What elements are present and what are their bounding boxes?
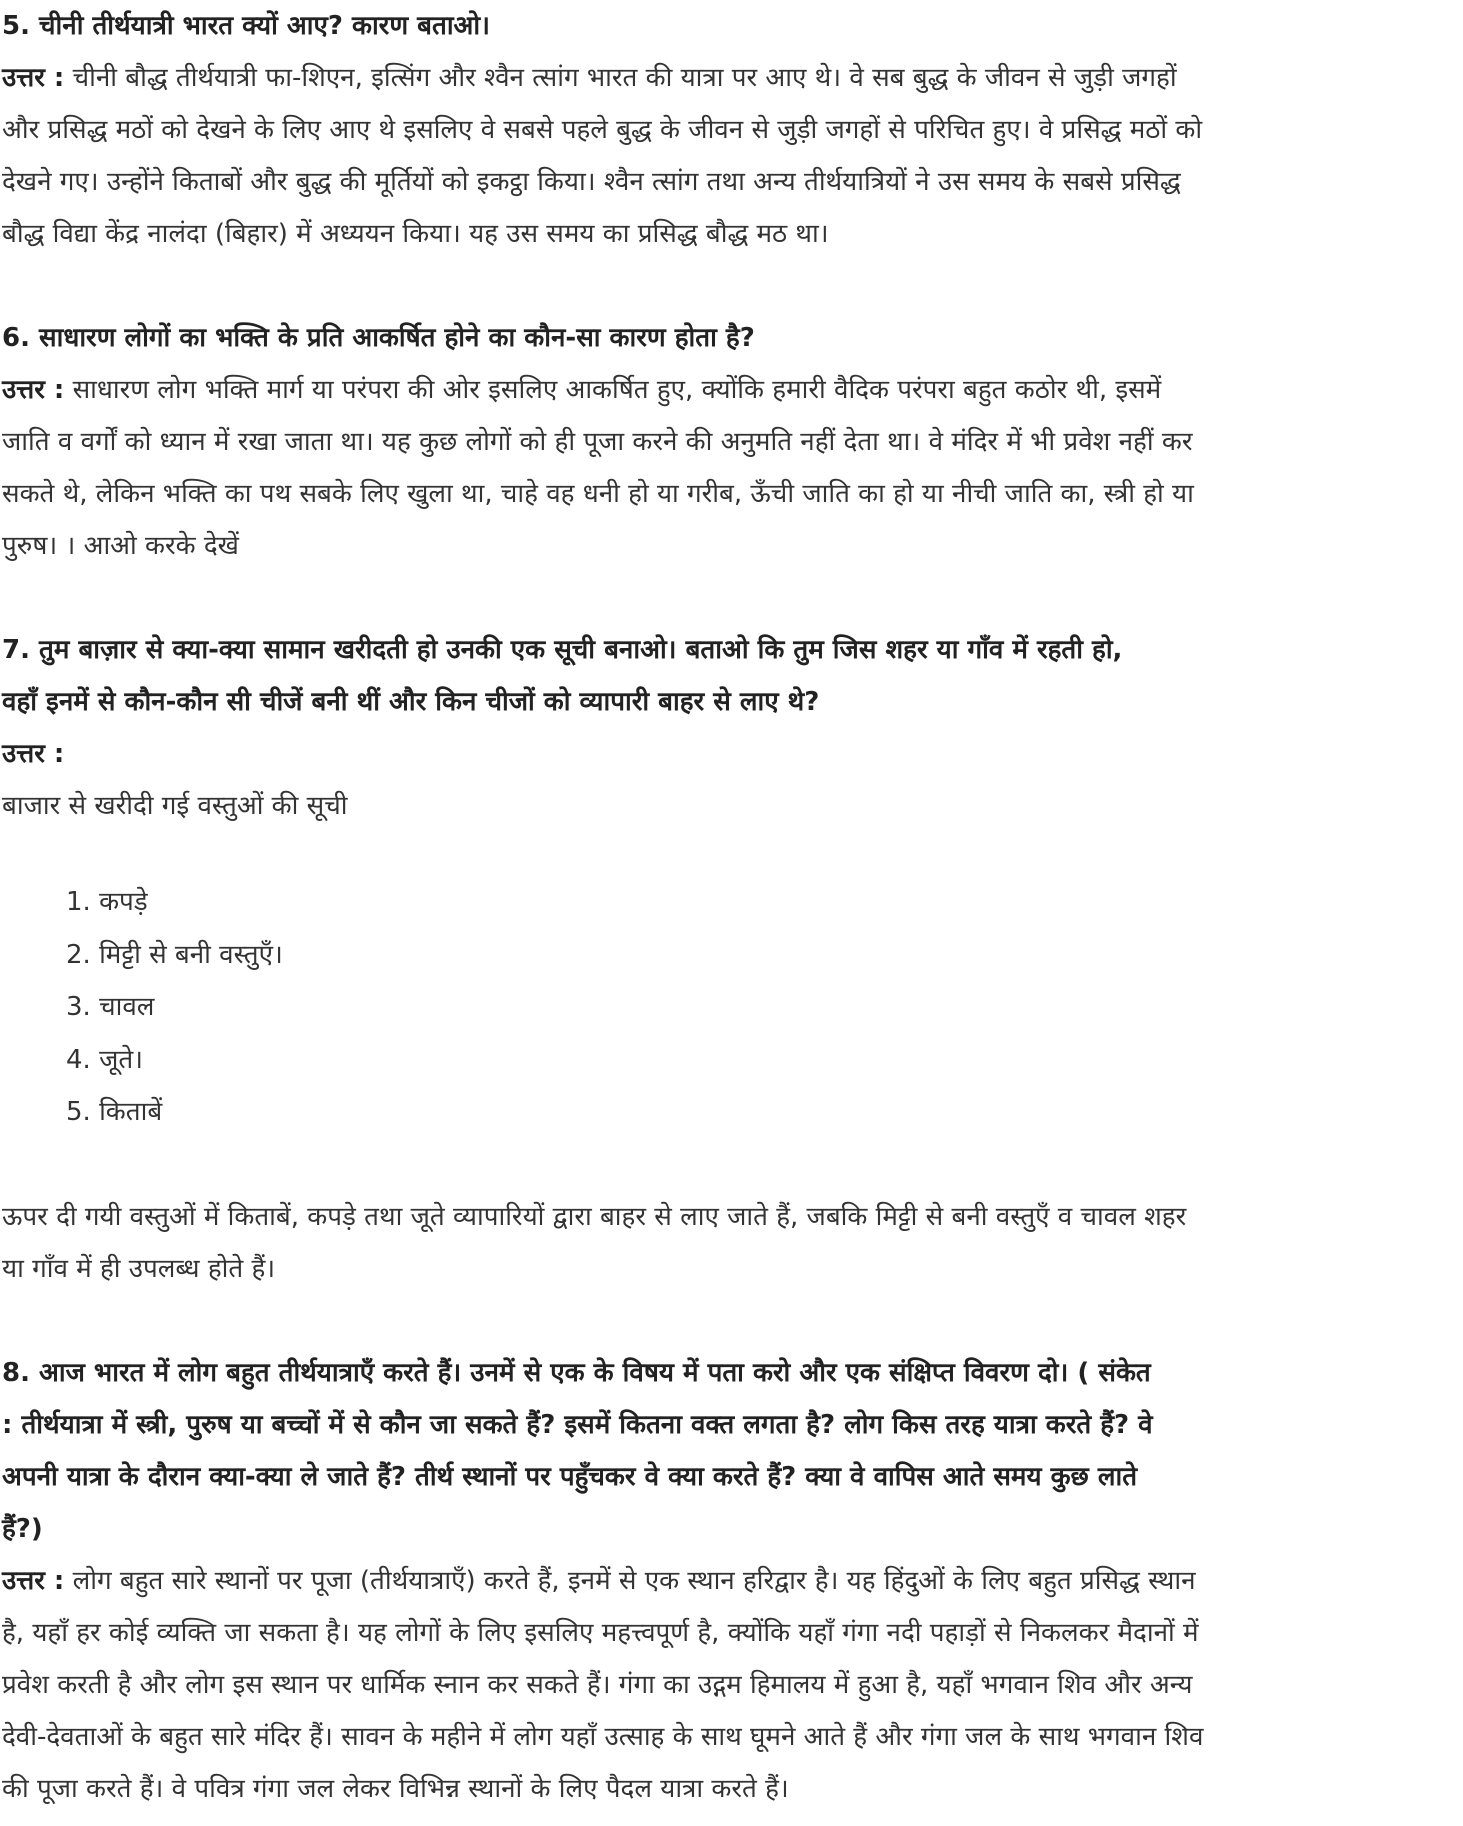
answer-line: प्रवेश करती है और लोग इस स्थान पर धार्मिक स्नान कर सकते हैं। गंगा का उद्गम हिमालय में हुआ है, यहाँ भगवान शिव और अन्य (2, 1669, 1193, 1700)
list-item: 1. कपड़े (66, 887, 148, 917)
items-list (2, 876, 1463, 1139)
answer-label: उत्तर : (2, 63, 65, 93)
answer-line (2, 1555, 1463, 1607)
question-7-block (2, 624, 1463, 1295)
list-item: 4. जूते। (66, 1044, 144, 1075)
answer-line: सकते थे, लेकिन भक्ति का पथ सबके लिए खुला था, चाहे वह धनी हो या गरीब, ऊँची जाति का हो या नीची जाति का, स्त्री हो या (2, 479, 1194, 509)
question-heading: 6. साधारण लोगों का भक्ति के प्रति आकर्षित होने का कौन-सा कारण होता है? (2, 323, 755, 353)
question-heading: अपनी यात्रा के दौरान क्या-क्या ले जाते हैं? तीर्थ स्थानों पर पहुँचकर वे क्या करते हैं? क्या वे वापिस आते समय कुछ लाते (2, 1461, 1138, 1492)
answer-text: लोग बहुत सारे स्थानों पर पूजा (तीर्थयात्राएँ) करते हैं, इनमें से एक स्थान हरिद्वार है। यह हिंदुओं के लिए बहुत प्रसिद्ध स्थान (64, 1565, 1196, 1596)
list-item: 2. मिट्टी से बनी वस्तुएँ। (66, 939, 283, 970)
list-item: 3. चावल (66, 992, 155, 1022)
question-heading: : तीर्थयात्रा में स्त्री, पुरुष या बच्चों में से कौन जा सकते हैं? इसमें कितना वक्त लगता है? लोग किस तरह यात्रा करते हैं? वे (2, 1409, 1153, 1440)
answer-line: और प्रसिद्ध मठों को देखने के लिए आए थे इसलिए वे सबसे पहले बुद्ध के जीवन से जुड़ी जगहों से परिचित हुए। वे प्रसिद्ध मठों को (2, 115, 1203, 145)
answer-label: उत्तर : (2, 739, 65, 769)
answer-text: साधारण लोग भक्ति मार्ग या परंपरा की ओर इसलिए आकर्षित हुए, क्योंकि हमारी वैदिक परंपरा बहुत कठोर थी, इसमें (64, 375, 1162, 405)
question-heading: हैं?) (2, 1513, 43, 1544)
conclusion-line: या गाँव में ही उपलब्ध होते हैं। (2, 1253, 276, 1284)
answer-line (2, 52, 1463, 104)
list-title: बाजार से खरीदी गई वस्तुओं की सूची (2, 791, 348, 821)
question-heading: 5. चीनी तीर्थयात्री भारत क्यों आए? कारण बताओ। (2, 11, 491, 41)
answer-text: चीनी बौद्ध तीर्थयात्री फा-शिएन, इत्सिंग और श्वैन त्सांग भारत की यात्रा पर आए थे। वे सब बुद्ध के जीवन से जुड़ी जगहों (64, 63, 1177, 93)
list-item: 5. किताबें (66, 1097, 163, 1127)
question-6-block (2, 312, 1463, 572)
question-8-block (2, 1347, 1463, 1815)
question-heading: वहाँ इनमें से कौन-कौन सी चीजें बनी थीं और किन चीजों को व्यापारी बाहर से लाए थे? (2, 687, 820, 717)
answer-line: देवी-देवताओं के बहुत सारे मंदिर हैं। सावन के महीने में लोग यहाँ उत्साह के साथ घूमने आते हैं और गंगा जल के साथ भगवान शिव (2, 1721, 1204, 1752)
answer-line: की पूजा करते हैं। वे पवित्र गंगा जल लेकर विभिन्न स्थानों के लिए पैदल यात्रा करते हैं। (2, 1773, 789, 1804)
question-5-block (2, 0, 1463, 260)
conclusion-line: ऊपर दी गयी वस्तुओं में किताबें, कपड़े तथा जूते व्यापारियों द्वारा बाहर से लाए जाते हैं, जबकि मिट्टी से बनी वस्तुएँ व चावल शहर (2, 1201, 1187, 1232)
answer-label: उत्तर : (2, 375, 65, 405)
question-heading: 8. आज भारत में लोग बहुत तीर्थयात्राएँ करते हैं। उनमें से एक के विषय में पता करो और एक संक्षिप्त विवरण दो। ( संकेत (2, 1357, 1151, 1388)
answer-line (2, 364, 1463, 416)
answer-line: जाति व वर्गों को ध्यान में रखा जाता था। यह कुछ लोगों को ही पूजा करने की अनुमति नहीं देता था। वे मंदिर में भी प्रवेश नहीं कर (2, 427, 1193, 457)
answer-line: देखने गए। उन्होंने किताबों और बुद्ध की मूर्तियों को इकट्ठा किया। श्वैन त्सांग तथा अन्य तीर्थयात्रियों ने उस समय के सबसे प्रसिद्ध (2, 167, 1181, 197)
answer-label: उत्तर : (2, 1565, 65, 1596)
answer-line: बौद्ध विद्या केंद्र नालंदा (बिहार) में अध्ययन किया। यह उस समय का प्रसिद्ध बौद्ध मठ था। (2, 219, 829, 249)
answer-line: है, यहाँ हर कोई व्यक्ति जा सकता है। यह लोगों के लिए इसलिए महत्त्वपूर्ण है, क्योंकि यहाँ गंगा नदी पहाड़ों से निकलकर मैदानों में (2, 1617, 1199, 1648)
answer-line: पुरुष। । आओ करके देखें (2, 531, 239, 561)
question-heading: 7. तुम बाज़ार से क्या-क्या सामान खरीदती हो उनकी एक सूची बनाओ। बताओ कि तुम जिस शहर या गाँव में रहती हो, (2, 635, 1123, 665)
